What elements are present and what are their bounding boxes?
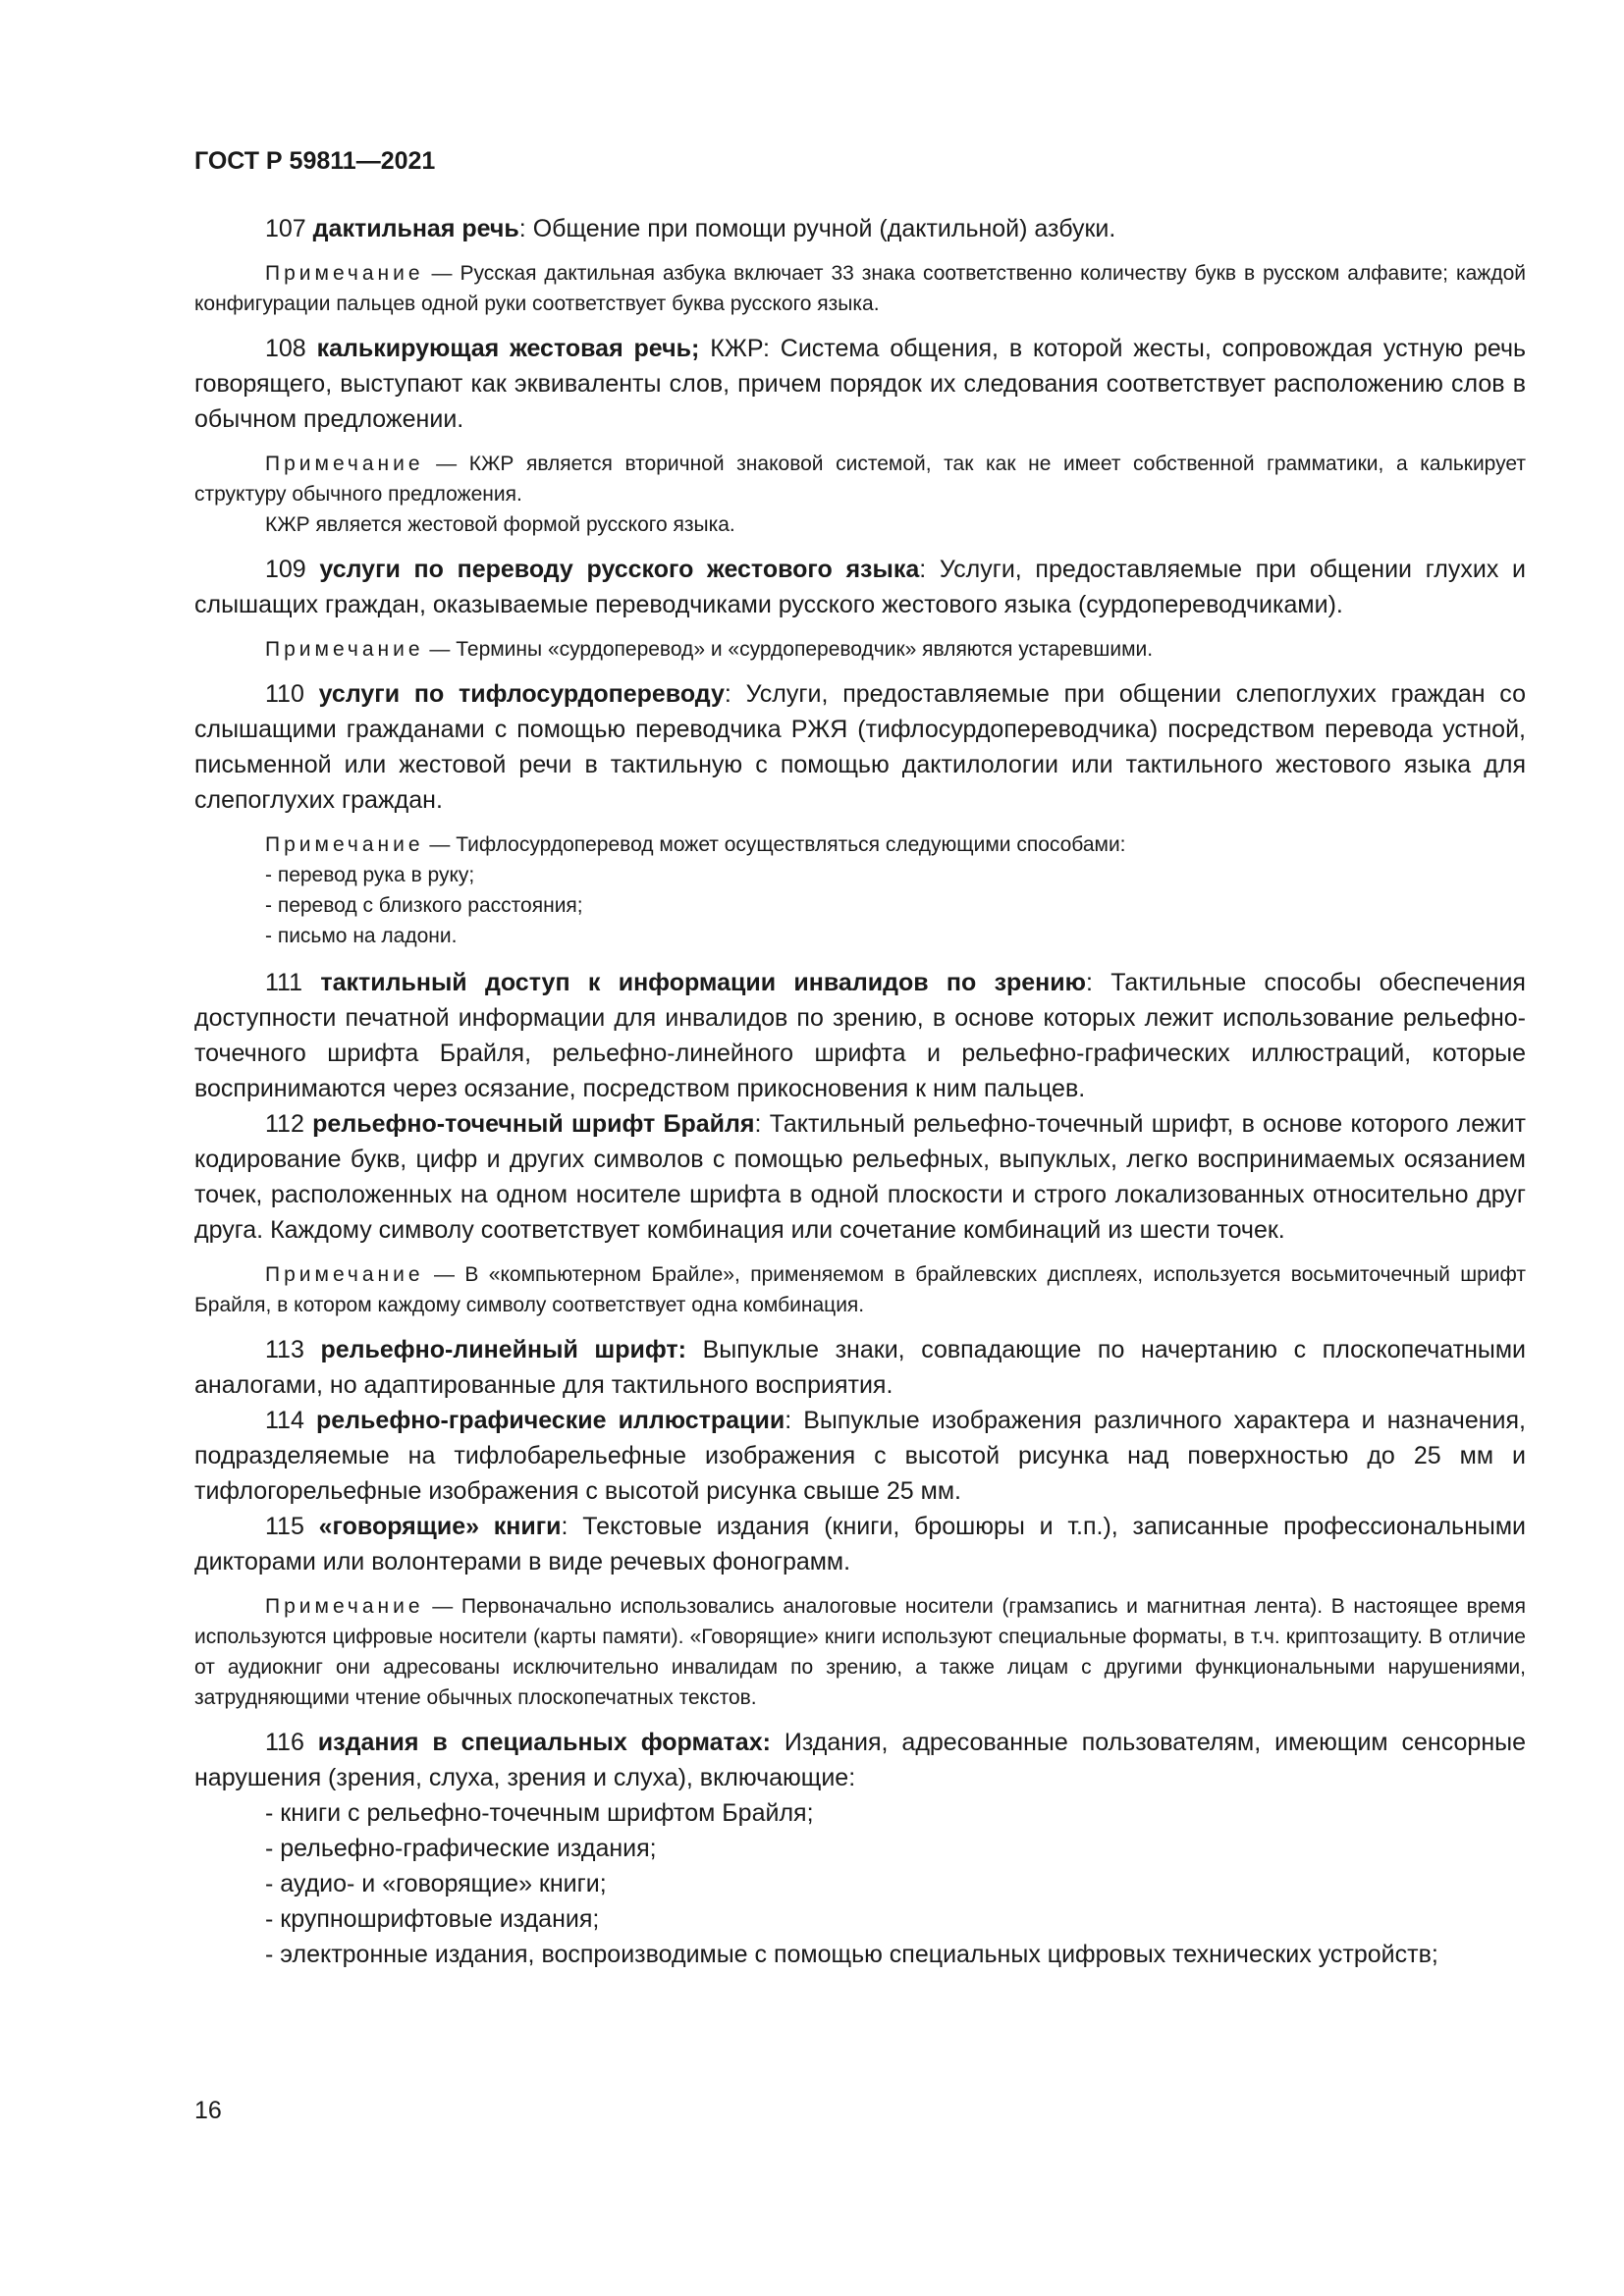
note-label: Примечание	[265, 833, 424, 856]
term-number: 111	[265, 969, 303, 996]
term-number: 113	[265, 1336, 304, 1363]
page-number: 16	[194, 2097, 222, 2124]
term-definition: Тактильные способы обеспечения доступности печатной информации для инвалидов по зрению, в основе которых лежит использование рельефно-точечного шрифта Брайля, рельефно-линейного шрифта и рельефно-графических иллюстраций, которые воспринимаются через осязание, посредством прикосновения к ним пальцев.	[194, 969, 1526, 1102]
term-separator	[771, 1729, 785, 1756]
term-number: 116	[265, 1729, 304, 1756]
term-separator	[686, 1336, 703, 1363]
note-108	[194, 449, 1526, 540]
note-label: Примечание	[265, 638, 424, 661]
term-separator: :	[561, 1513, 583, 1540]
term-definition: Услуги, предоставляемые при общении глухих и слышащих граждан, оказываемые переводчиками русского жестового языка (сурдопереводчиками).	[194, 556, 1526, 618]
term-entry-107	[194, 211, 1526, 246]
note-label: Примечание	[265, 262, 424, 285]
note-text-extra: КЖР является жестовой формой русского языка.	[265, 513, 735, 536]
term-number: 110	[265, 680, 304, 708]
term-separator: :	[724, 680, 746, 708]
term-entry-108	[194, 331, 1526, 437]
term-separator	[699, 335, 710, 362]
term-definition: КЖР: Система общения, в которой жесты, сопровождая устную речь говорящего, выступают как эквиваленты слов, причем порядок их следования соответствует расположению слов в обычном предложении.	[194, 335, 1527, 433]
term-title: услуги по тифлосурдопереводу	[318, 680, 725, 708]
list-item: - письмо на ладони.	[265, 925, 458, 947]
term-title: рельефно-точечный шрифт Брайля	[312, 1110, 755, 1138]
note-label: Примечание	[265, 1595, 424, 1618]
note-label: Примечание	[265, 1263, 424, 1286]
document-header: ГОСТ Р 59811—2021	[194, 147, 436, 175]
list-item: - крупношрифтовые издания;	[265, 1905, 600, 1933]
term-title: «говорящие» книги	[318, 1513, 562, 1540]
term-entry-112	[194, 1106, 1526, 1248]
term-definition: Услуги, предоставляемые при общении слепоглухих граждан со слышащими гражданами с помощью переводчика РЖЯ (тифлосурдопереводчика) посредством перевода устной, письменной или жестовой речи в тактильную с помощью дактилологии или тактильного жестового языка для слепоглухих граждан.	[194, 680, 1526, 814]
term-definition: Издания, адресованные пользователям, имеющим сенсорные нарушения (зрения, слуха, зрения и слуха), включающие:	[194, 1729, 1527, 1791]
list-item: - рельефно-графические издания;	[265, 1835, 657, 1862]
term-entry-109	[194, 552, 1526, 622]
term-number: 115	[265, 1513, 304, 1540]
term-title: издания в специальных форматах:	[317, 1729, 771, 1756]
term-title: калькирующая жестовая речь;	[316, 335, 700, 362]
note-107	[194, 258, 1526, 319]
term-separator: :	[518, 215, 533, 242]
term-number: 112	[265, 1110, 304, 1138]
list-item: - аудио- и «говорящие» книги;	[265, 1870, 607, 1897]
note-text: — Термины «сурдоперевод» и «сурдопереводчик» являются устаревшими.	[429, 638, 1154, 661]
note-text: — В «компьютерном Брайле», применяемом в брайлевских дисплеях, используется восьмиточечный шрифт Брайля, в котором каждому символу соответствует одна комбинация.	[194, 1263, 1526, 1316]
term-number: 108	[265, 335, 306, 362]
term-title: тактильный доступ к информации инвалидов по зрению	[320, 969, 1086, 996]
note-text: — Первоначально использовались аналоговые носители (грамзапись и магнитная лента). В настоящее время используются цифровые носители (карты памяти). «Говорящие» книги используют специальные форматы, в т.ч. криптозащиту. В отличие от аудиокниг они адресованы исключительно инвалидам по зрению, а также лицам с другими функциональными нарушениями, затрудняющими чтение обычных плоскопечатных текстов.	[194, 1595, 1526, 1709]
term-title: рельефно-графические иллюстрации	[315, 1407, 785, 1434]
term-definition: Тактильный рельефно-точечный шрифт, в основе которого лежит кодирование букв, цифр и других символов с помощью рельефных, выпуклых, легко воспринимаемых осязанием точек, расположенных на одном носителе шрифта в одной плоскости и строго локализованных относительно друг друга. Каждому символу соответствует комбинация или сочетание комбинаций из шести точек.	[194, 1110, 1526, 1244]
term-separator: :	[1086, 969, 1111, 996]
note-115	[194, 1591, 1526, 1713]
term-separator: :	[919, 556, 940, 583]
term-number: 109	[265, 556, 306, 583]
term-title: рельефно-линейный шрифт:	[320, 1336, 687, 1363]
list-item: - перевод с близкого расстояния;	[265, 894, 583, 917]
term-number: 114	[265, 1407, 304, 1434]
note-text: — Русская дактильная азбука включает 33 знака соответственно количеству букв в русском алфавите; каждой конфигурации пальцев одной руки соответствует буква русского языка.	[194, 262, 1526, 315]
note-110	[194, 829, 1526, 860]
term-entry-116	[194, 1725, 1526, 1795]
term-title: дактильная речь	[312, 215, 519, 242]
term-separator: :	[754, 1110, 770, 1138]
term-entry-115	[194, 1509, 1526, 1579]
term-number: 107	[265, 215, 306, 242]
note-112	[194, 1259, 1526, 1320]
list-item: - перевод рука в руку;	[265, 864, 475, 886]
term-definition: Выпуклые знаки, совпадающие по начертанию с плоскопечатными аналогами, но адаптированные для тактильного восприятия.	[194, 1336, 1526, 1399]
term-entry-114	[194, 1403, 1526, 1509]
note-text: — КЖР является вторичной знаковой системой, так как не имеет собственной грамматики, а калькирует структуру обычного предложения.	[194, 453, 1526, 506]
note-label: Примечание	[265, 453, 424, 475]
list-item-last: - электронные издания, воспроизводимые с помощью специальных цифровых технических устройств;	[265, 1941, 1438, 1968]
note-110-list	[265, 860, 1526, 951]
term-entry-110	[194, 676, 1526, 818]
term-entry-111	[194, 965, 1526, 1106]
term-definition: Текстовые издания (книги, брошюры и т.п.), записанные профессиональными дикторами или волонтерами в виде речевых фонограмм.	[194, 1513, 1526, 1575]
list-116	[265, 1795, 1526, 1937]
term-title: услуги по переводу русского жестового языка	[319, 556, 920, 583]
term-entry-113	[194, 1332, 1526, 1403]
note-109	[194, 634, 1526, 665]
term-definition: Выпуклые изображения различного характера и назначения, подразделяемые на тифлобарельефные изображения с высотой рисунка над поверхностью до 25 мм и тифлогорельефные изображения с высотой рисунка свыше 25 мм.	[194, 1407, 1526, 1505]
term-separator: :	[785, 1407, 804, 1434]
note-text: — Тифлосурдоперевод может осуществляться следующими способами:	[429, 833, 1126, 856]
term-definition: Общение при помощи ручной (дактильной) азбуки.	[532, 215, 1116, 242]
document-page	[194, 147, 1526, 1972]
list-item: - книги с рельефно-точечным шрифтом Брайля;	[265, 1799, 814, 1827]
